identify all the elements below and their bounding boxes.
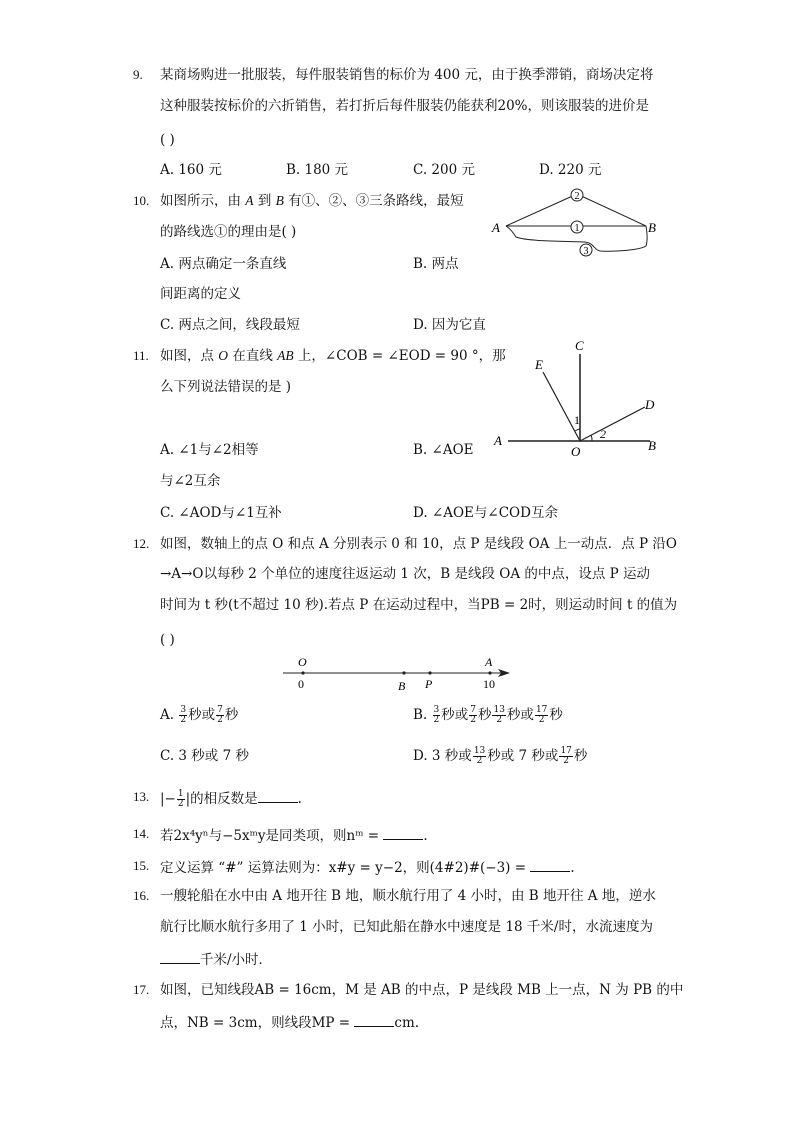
point-p-label: P xyxy=(425,677,433,691)
question-text: →A→O以每秒 2 个单位的速度往返运动 1 次，B 是线段 OA 的中点，设点 P 运动 xyxy=(160,566,651,582)
text: . xyxy=(570,860,575,876)
answer-bracket: ( ) xyxy=(160,632,175,648)
question-text: 某商场购进一批服装，每件服装销售的标价为 400 元，由于换季滞销，商场决定将 xyxy=(160,67,654,83)
option-d[interactable]: D. 因为它直 xyxy=(413,317,486,333)
text: 秒 xyxy=(477,707,492,723)
answer-blank[interactable] xyxy=(160,949,200,964)
point-o-label: O xyxy=(298,655,307,669)
text: |的相反数是 xyxy=(185,791,258,807)
option-d[interactable] xyxy=(413,747,587,766)
line-ab: AB xyxy=(277,348,294,363)
point-e-label: E xyxy=(535,357,543,372)
question-text: 如图，已知线段AB = 16cm，M 是 AB 的中点，P 是线段 MB 上一点，N 为 PB 的中 xyxy=(160,982,684,998)
fraction: $\frac{7}{2}$ xyxy=(217,705,223,725)
fraction: $\frac{13}{2}$ xyxy=(473,746,486,766)
question-text xyxy=(160,1012,419,1032)
tick-0-label: 0 xyxy=(298,677,304,691)
text: 上，∠COB = ∠EOD = 90 °，那 xyxy=(293,348,506,364)
option-c[interactable]: C. ∠AOD与∠1互补 xyxy=(160,505,282,521)
angle-1-label: 1 xyxy=(574,413,580,427)
angle-2-label: 2 xyxy=(600,427,606,441)
text: 点，NB = 3cm，则线段MP = xyxy=(160,1015,355,1031)
option-b[interactable] xyxy=(413,706,563,725)
point-o: O xyxy=(218,348,229,363)
point-d-label: D xyxy=(645,397,655,412)
question-number: 15. xyxy=(133,858,150,873)
number-line xyxy=(270,650,530,700)
option-a[interactable]: A. 160 元 xyxy=(160,162,222,178)
option-letter: D. 3 秒或 xyxy=(413,748,472,764)
fraction: $\frac{13}{2}$ xyxy=(493,705,505,725)
question-number: 14. xyxy=(133,826,150,841)
text: 秒 xyxy=(549,707,563,723)
question-number: 9. xyxy=(133,67,143,82)
option-a[interactable]: A. 两点确定一条直线 xyxy=(160,256,287,272)
text: cm. xyxy=(394,1015,420,1031)
text: 秒或 xyxy=(506,707,534,723)
answer-blank[interactable] xyxy=(258,788,298,803)
question-text: 时间为 t 秒(t不超过 10 秒).若点 P 在运动过程中，当PB = 2时，则运动时间 t 的值为 xyxy=(160,597,678,613)
text: . xyxy=(423,828,428,844)
text: |− xyxy=(160,791,176,807)
question-text xyxy=(160,347,506,365)
question-text: 的路线选①的理由是( ) xyxy=(160,224,297,240)
fraction: $\frac{17}{2}$ xyxy=(560,746,572,766)
text: 秒或 xyxy=(441,707,469,723)
fraction: $\frac{7}{2}$ xyxy=(470,705,476,725)
fraction: $\frac{3}{2}$ xyxy=(433,705,440,725)
question-text: 如图，数轴上的点 O 和点 A 分别表示 0 和 10，点 P 是线段 OA 上一动点．点 P 沿O xyxy=(160,536,677,552)
question-text xyxy=(160,788,302,809)
text: . xyxy=(297,791,302,807)
point-o-label: O xyxy=(571,444,581,459)
option-d[interactable]: D. ∠AOE与∠COD互余 xyxy=(413,505,558,521)
point-a-label: A xyxy=(492,220,500,235)
option-c[interactable]: C. 200 元 xyxy=(413,162,475,178)
question-text xyxy=(160,192,464,210)
fraction: $\frac{3}{2}$ xyxy=(180,705,187,725)
point-b-label: B xyxy=(648,438,656,453)
option-letter: B. xyxy=(413,707,428,723)
point-b-label: B xyxy=(648,220,656,235)
question-number: 13. xyxy=(133,789,150,804)
text: 定义运算 “#” 运算法则为：x#y = y−2，则(4#2)#(−3) = xyxy=(160,860,531,876)
question-text: 一艘轮船在水中由 A 地开往 B 地，顺水航行用了 4 小时，由 B 地开往 A 地，逆水 xyxy=(160,888,656,904)
fraction: $\frac{1}{2}$ xyxy=(177,789,184,809)
question-text xyxy=(160,949,272,969)
question-number: 11. xyxy=(133,348,149,363)
text: 如图，点 xyxy=(160,348,219,364)
text: 在直线 xyxy=(228,348,278,364)
text: 秒 xyxy=(573,748,588,764)
point-a-label: A xyxy=(494,433,502,448)
route-1-label: 1 xyxy=(574,223,580,234)
option-d[interactable]: D. 220 元 xyxy=(539,162,602,178)
option-b-continued: 与∠2互余 xyxy=(160,473,221,489)
text: 千米/小时． xyxy=(200,952,273,968)
question-text xyxy=(160,857,575,877)
route-2-label: 2 xyxy=(574,191,580,202)
question-text: 么下列说法错误的是 ) xyxy=(160,379,292,395)
route-3-label: 3 xyxy=(583,246,589,257)
fraction: $\frac{17}{2}$ xyxy=(535,705,548,725)
question-text xyxy=(160,825,428,845)
answer-bracket: ( ) xyxy=(160,132,175,148)
point-a: A xyxy=(245,193,254,208)
angle-diagram xyxy=(480,330,680,460)
option-a[interactable]: A. ∠1与∠2相等 xyxy=(160,442,259,458)
option-a[interactable] xyxy=(160,706,238,725)
tick-10-label: 10 xyxy=(483,677,495,691)
question-number: 12. xyxy=(133,536,150,551)
text: 如图所示，由 xyxy=(160,193,246,209)
point-b-label: B xyxy=(398,679,406,693)
text: 到 xyxy=(253,193,276,209)
option-c[interactable]: C. 3 秒或 7 秒 xyxy=(160,748,249,764)
option-letter: A. xyxy=(160,707,175,723)
text: 秒 xyxy=(224,707,239,723)
question-number: 17. xyxy=(133,982,150,997)
option-b[interactable]: B. 180 元 xyxy=(286,162,349,178)
answer-blank[interactable] xyxy=(530,857,570,872)
question-number: 10. xyxy=(133,193,150,208)
text: 秒或 xyxy=(188,707,216,723)
text: 若2x⁴yⁿ与−5xᵐy是同类项，则nᵐ = xyxy=(160,828,384,844)
option-c[interactable]: C. 两点之间，线段最短 xyxy=(160,317,300,333)
question-number: 16. xyxy=(133,888,150,903)
option-b-continued: 间距离的定义 xyxy=(160,286,241,302)
text: 秒或 7 秒或 xyxy=(487,748,559,764)
question-text: 航行比顺水航行多用了 1 小时，已知此船在静水中速度是 18 千米/时，水流速度为 xyxy=(160,919,653,935)
answer-blank[interactable] xyxy=(354,1012,394,1027)
point-c-label: C xyxy=(575,338,584,353)
option-b[interactable]: B. 两点 xyxy=(413,256,459,272)
option-b[interactable]: B. ∠AOE xyxy=(413,442,474,458)
answer-blank[interactable] xyxy=(383,825,423,840)
question-text: 这种服装按标价的六折销售，若打折后每件服装仍能获利20%，则该服装的进价是 xyxy=(160,98,650,114)
point-a-label: A xyxy=(485,655,493,669)
route-diagram xyxy=(480,180,680,270)
point-b: B xyxy=(275,193,284,208)
text: 有①、②、③三条路线，最短 xyxy=(283,193,464,209)
